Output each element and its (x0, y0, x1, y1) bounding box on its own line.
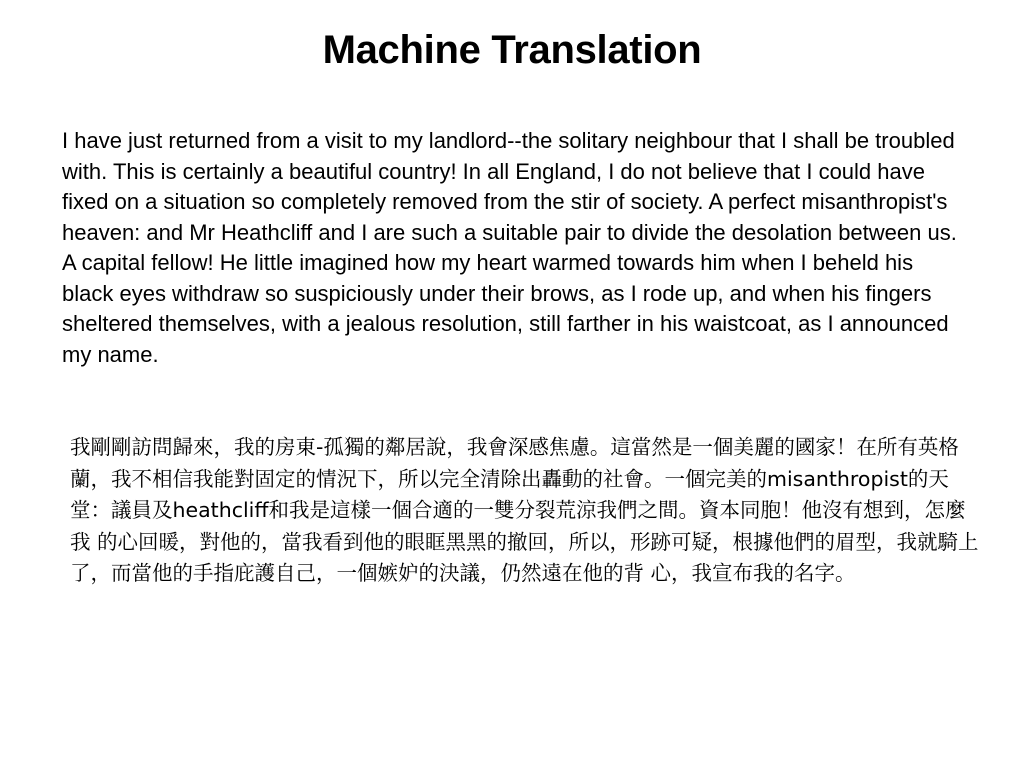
slide-title: Machine Translation (322, 28, 702, 72)
chinese-translation-paragraph: 我剛剛訪問歸來，我的房東-孤獨的鄰居說，我會深感焦慮。這當然是一個美麗的國家！在所有英格蘭，我不相信我能對固定的情況下，所以完全清除出轟動的社會。一個完美的misanthropist的天堂：議員及heathcliff和我是這樣一個合適的一雙分裂荒涼我們之間。資本同胞！他沒有想到，怎麼我 的心回暖，對他的，當我看到他的眼眶黑黑的撤回，所以，形跡可疑，根據他們的眉型，我就騎上了，而當他的手指庇護自己，一個嫉妒的決議，仍然遠在他的背 心，我宣布我的名字。 (70, 435, 979, 585)
english-paragraph: I have just returned from a visit to my landlord--the solitary neighbour that I shall be troubled with. This is certainly a beautiful country! In all England, I do not believe that I could have fixed on a situation so completely removed from the stir of society. A perfect misanthropist's heaven: and Mr Heathcliff and I are such a suitable pair to divide the desolation between us. A capital fellow! He little imagined how my heart warmed towards him when I beheld his black eyes withdraw so suspiciously under their brows, as I rode up, and when his fingers sheltered themselves, with a jealous resolution, still farther in his waistcoat, as I announced my name. (62, 128, 957, 367)
